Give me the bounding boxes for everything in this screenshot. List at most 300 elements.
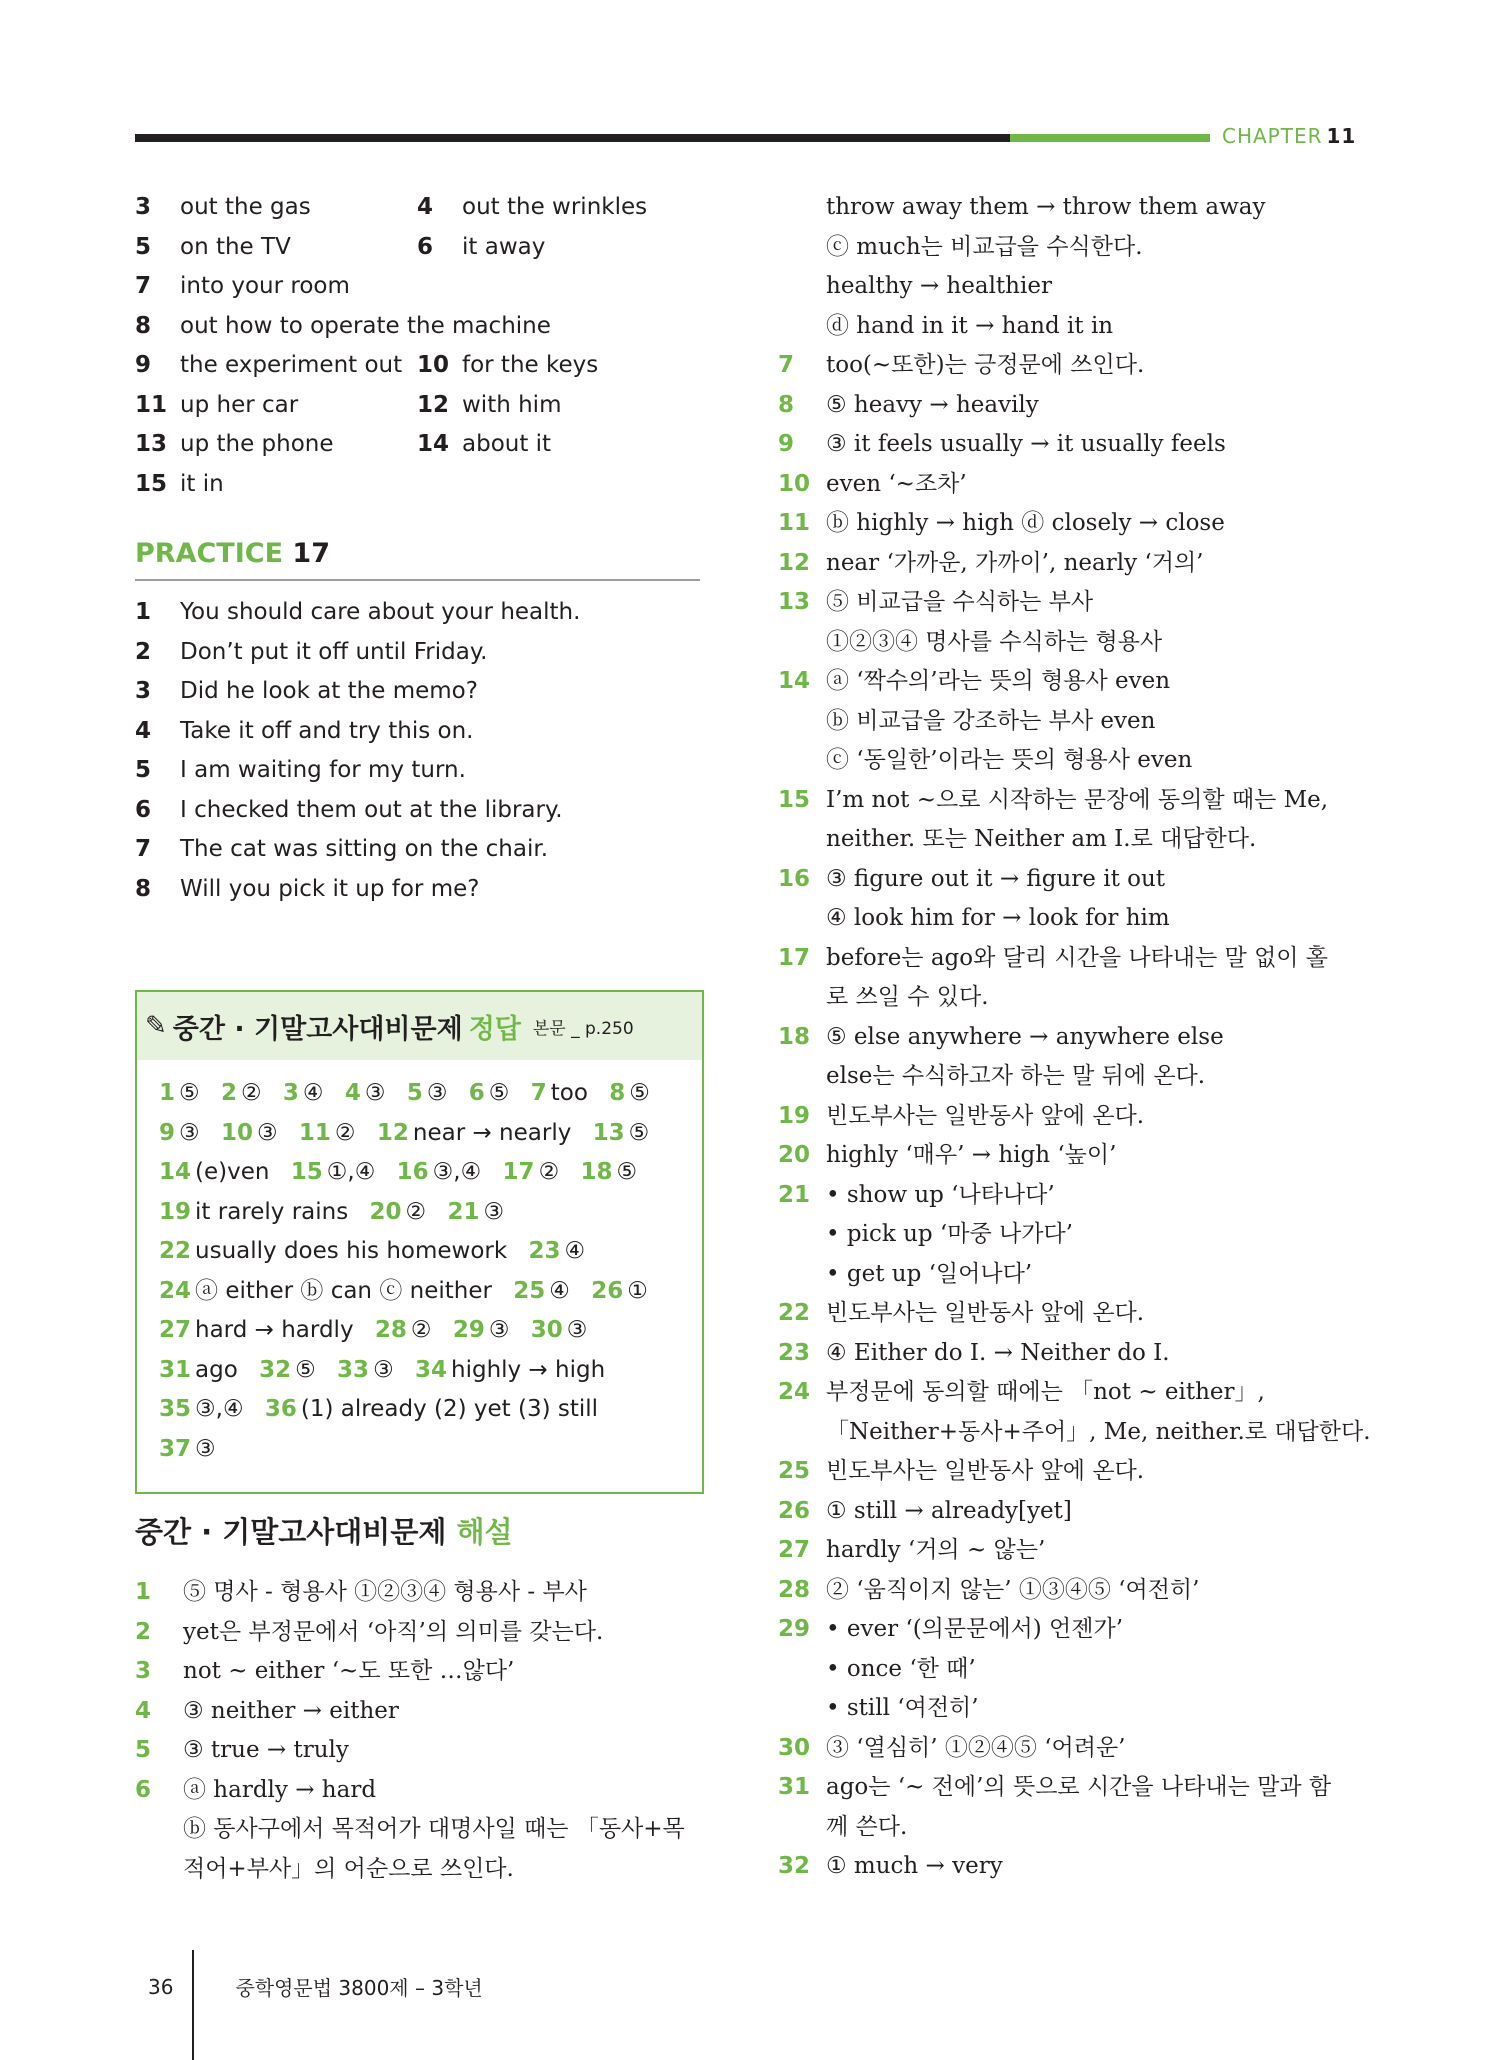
explanation-item: [778, 1257, 1348, 1297]
explanation-item: [135, 1852, 715, 1892]
answer-number: 12: [376, 1119, 409, 1146]
item-text: throw away them → throw them away: [826, 194, 1266, 220]
item-text: ③ it feels usually → it usually feels: [826, 431, 1226, 457]
explanation-item: [778, 1415, 1371, 1455]
answer-value: ③: [195, 1435, 216, 1462]
item-text: 께 쓴다.: [826, 1813, 908, 1840]
item-number: 9: [778, 431, 795, 457]
explanation-item: [778, 269, 1348, 309]
item-number: 4: [417, 194, 434, 220]
answer-value: ⑤: [488, 1080, 510, 1106]
item-number: 30: [778, 1734, 811, 1761]
answer-cell: [135, 230, 417, 264]
explanation-item: [778, 1849, 1348, 1889]
item-text: Take it off and try this on.: [180, 717, 474, 744]
explanation-item: [778, 1573, 1348, 1613]
answer: [407, 1080, 448, 1106]
item-text: 「Neither+동사+주어」, Me, neither.로 대답한다.: [826, 1418, 1371, 1445]
answer-row: [135, 309, 705, 349]
answer: [283, 1080, 324, 1106]
item-number: 1: [135, 1579, 152, 1605]
explanation-item: [778, 1770, 1348, 1810]
explanation-item: [778, 980, 1348, 1020]
item-number: 14: [778, 668, 811, 694]
answer: [581, 1159, 638, 1185]
explanation-item: [778, 1296, 1348, 1336]
explanation-item: [135, 1575, 715, 1615]
answer-number: 36: [264, 1396, 297, 1422]
answer-value: highly → high: [451, 1356, 606, 1383]
answer-number: 9: [159, 1119, 176, 1146]
answer: [221, 1080, 262, 1106]
answer-value: ②: [240, 1080, 262, 1106]
item-text: not ~ either ‘~도 또한 …않다’: [183, 1658, 515, 1684]
answer: [447, 1199, 504, 1225]
item-number: 11: [778, 510, 811, 536]
explanation-item: [778, 388, 1348, 428]
item-text: • get up ‘일어나다’: [826, 1260, 1033, 1287]
explanation-item: [778, 862, 1348, 902]
item-text: ①②③④ 명사를 수식하는 형용사: [826, 628, 1163, 655]
answer: [159, 1317, 354, 1343]
answer-number: 14: [159, 1159, 192, 1185]
item-number: 21: [778, 1181, 811, 1208]
item-text: Did he look at the memo?: [180, 678, 478, 704]
answer-value: ④: [564, 1238, 586, 1264]
explanation-item: [135, 1812, 715, 1852]
answer-row: [135, 190, 705, 230]
answer-number: 28: [374, 1317, 407, 1343]
answer-value: ②: [410, 1317, 432, 1343]
explanation-item: [778, 1533, 1348, 1573]
answer-number: 27: [159, 1317, 192, 1343]
chapter-label: CHAPTER 11: [1222, 124, 1357, 148]
answer-cell: [135, 427, 417, 461]
answer-value: ③: [488, 1317, 510, 1343]
answer: [397, 1159, 482, 1185]
answer: [159, 1159, 269, 1185]
answer-number: 6: [468, 1080, 485, 1106]
answer-value: ②: [405, 1198, 427, 1225]
item-text: even ‘~조차’: [826, 470, 967, 497]
item-number: 3: [135, 678, 152, 704]
item-text: ⓓ hand in it → hand it in: [826, 312, 1114, 339]
practice-item: [135, 753, 705, 793]
answer-value: ③: [256, 1119, 278, 1146]
item-text: Will you pick it up for me?: [180, 875, 480, 902]
explanation-item: [778, 1059, 1348, 1099]
answer-number: 34: [415, 1356, 448, 1383]
item-number: 31: [778, 1774, 811, 1800]
item-text: highly ‘매우’ → high ‘높이’: [826, 1142, 1117, 1168]
item-number: 18: [778, 1023, 811, 1050]
answer: [159, 1120, 200, 1146]
answer-value: ③: [364, 1080, 386, 1106]
answer-cell: [135, 348, 417, 382]
item-number: 2: [135, 1618, 152, 1645]
item-number: 25: [778, 1458, 811, 1484]
answer-number: 20: [369, 1198, 402, 1225]
item-number: 7: [778, 352, 795, 378]
answer-cell: [135, 388, 417, 422]
answer: [377, 1120, 571, 1146]
answer-row: [135, 388, 705, 428]
answer-row: [135, 230, 705, 270]
explanation-item: [778, 704, 1348, 744]
answer-box-header: [137, 992, 702, 1060]
practice-list: [135, 595, 705, 911]
item-number: 6: [135, 796, 152, 823]
explanation-item: [778, 190, 1348, 230]
answer: [159, 1080, 200, 1106]
answer-value: ④: [302, 1080, 324, 1106]
item-number: 20: [778, 1142, 811, 1168]
answer-number: 17: [502, 1159, 535, 1185]
item-number: 9: [135, 352, 152, 378]
item-number: 4: [135, 1697, 152, 1724]
item-text: ⓑ highly → high ⓓ closely → close: [826, 510, 1225, 536]
answer-box-title: 중간 · 기말고사대비문제: [172, 1013, 463, 1045]
answer-number: 13: [592, 1119, 625, 1146]
item-number: 12: [778, 549, 811, 576]
item-text: about it: [462, 431, 552, 457]
practice-item: [135, 872, 705, 912]
answer: [593, 1120, 650, 1146]
item-text: up the phone: [180, 431, 334, 457]
answer-number: 37: [159, 1435, 192, 1462]
item-number: 19: [778, 1102, 811, 1129]
explanation-left: [135, 1575, 715, 1891]
answer-value: ⑤: [295, 1356, 316, 1383]
answer: [591, 1278, 648, 1304]
answer-number: 23: [528, 1238, 561, 1264]
explanation-item: [778, 1494, 1348, 1534]
answer-number: 1: [159, 1080, 176, 1106]
item-number: 7: [135, 836, 152, 862]
item-text: out the wrinkles: [462, 194, 648, 220]
item-text: it in: [180, 470, 224, 497]
item-number: 5: [135, 757, 152, 783]
item-number: 32: [778, 1853, 811, 1879]
item-text: Don’t put it off until Friday.: [180, 638, 488, 665]
answer-value: ③: [566, 1317, 588, 1343]
answer-number: 18: [580, 1159, 613, 1185]
item-text: it away: [462, 233, 546, 260]
item-text: ⓐ hardly → hard: [183, 1776, 377, 1803]
item-text: hardly ‘거의 ~ 않는’: [826, 1537, 1046, 1563]
explanation-item: [778, 783, 1348, 823]
answer: [159, 1436, 216, 1462]
answer-number: 5: [406, 1080, 423, 1106]
item-text: the experiment out: [180, 352, 403, 378]
explanation-item: [778, 546, 1348, 586]
answer: [609, 1080, 650, 1106]
answer: [159, 1278, 492, 1304]
explanation-item: [778, 1652, 1348, 1692]
item-number: 8: [135, 875, 152, 902]
page-number: 36: [148, 1974, 174, 1999]
footer-divider: [192, 1950, 194, 2060]
item-text: ⓒ ‘동일한’이라는 뜻의 형용사 even: [826, 747, 1193, 773]
practice-item: [135, 714, 705, 754]
item-text: 빈도부사는 일반동사 앞에 온다.: [826, 1458, 1145, 1484]
item-text: 빈도부사는 일반동사 앞에 온다.: [826, 1300, 1145, 1326]
item-text: ④ look him for → look for him: [826, 905, 1170, 931]
item-number: 22: [778, 1300, 811, 1326]
item-text: out the gas: [180, 194, 311, 220]
item-text: else는 수식하고자 하는 말 뒤에 온다.: [826, 1063, 1206, 1089]
item-text: for the keys: [462, 352, 599, 378]
item-number: 14: [417, 431, 450, 457]
item-text: healthy → healthier: [826, 273, 1052, 299]
practice-item: [135, 595, 705, 635]
explanation-item: [135, 1615, 715, 1655]
explanation-item: [778, 625, 1348, 665]
explanation-item: [778, 427, 1348, 467]
explanation-item: [778, 1612, 1348, 1652]
answer-cell: [417, 388, 699, 422]
answer-value: ③,④: [432, 1159, 482, 1185]
explanation-item: [778, 585, 1348, 625]
item-number: 11: [135, 391, 168, 418]
item-text: ⓑ 동사구에서 목적어가 대명사일 때는 「동사+목: [183, 1816, 685, 1842]
answer-value: usually does his homework: [195, 1238, 508, 1264]
explanation-item: [778, 941, 1348, 981]
page-reference: 본문 _ p.250: [532, 1018, 634, 1039]
answer-number: 3: [282, 1080, 299, 1106]
answer-cell: [135, 190, 417, 224]
item-number: 7: [135, 273, 152, 299]
item-text: ③ figure out it → figure it out: [826, 865, 1166, 892]
item-text: 적어+부사」의 어순으로 쓰인다.: [183, 1855, 514, 1882]
item-number: 6: [135, 1776, 152, 1803]
item-text: • show up ‘나타나다’: [826, 1181, 1055, 1208]
answer-number: 15: [290, 1159, 323, 1185]
explanation-right: [778, 190, 1371, 1889]
answer: [345, 1080, 386, 1106]
explanation-item: [778, 467, 1348, 507]
explanation-item: [135, 1694, 715, 1734]
practice-item: [135, 832, 705, 872]
item-text: • still ‘여전히’: [826, 1695, 979, 1721]
item-text: too(~또한)는 긍정문에 쓰인다.: [826, 352, 1145, 378]
explanation-item: [778, 348, 1348, 388]
item-text: ago는 ‘~ 전에’의 뜻으로 시간을 나타내는 말과 함: [826, 1774, 1332, 1800]
answer-number: 8: [609, 1080, 626, 1106]
item-text: ② ‘움직이지 않는’ ①③④⑤ ‘여전히’: [826, 1576, 1200, 1603]
explanation-item: [778, 1178, 1348, 1218]
item-text: neither. 또는 Neither am I.로 대답한다.: [826, 826, 1257, 852]
item-number: 28: [778, 1576, 811, 1603]
item-number: 23: [778, 1339, 811, 1366]
item-number: 26: [778, 1497, 811, 1524]
explanation-item: [135, 1654, 715, 1694]
answer-value: ⑤: [629, 1080, 650, 1106]
answer-number: 22: [159, 1238, 192, 1264]
answer-number: 29: [452, 1317, 485, 1343]
answer: [159, 1238, 507, 1264]
explanation-item: [778, 1099, 1348, 1139]
item-number: 10: [778, 470, 811, 497]
item-number: 5: [135, 1737, 152, 1763]
explanation-title: 중간 · 기말고사대비문제 해설: [135, 1515, 513, 1549]
item-text: out how to operate the machine: [180, 312, 551, 339]
explanation-item: [778, 743, 1348, 783]
answer-box: [135, 990, 704, 1494]
item-number: 3: [135, 1658, 152, 1684]
item-number: 3: [135, 194, 152, 220]
item-text: The cat was sitting on the chair.: [180, 836, 549, 862]
item-number: 6: [417, 233, 434, 260]
answer-row: [135, 348, 705, 388]
answer-value: ③: [373, 1356, 394, 1383]
answer-value: ago: [195, 1356, 238, 1383]
answer: [159, 1199, 348, 1225]
explanation-item: [778, 901, 1348, 941]
answer-value: ③: [179, 1119, 200, 1146]
item-text: with him: [462, 391, 562, 418]
item-number: 5: [135, 233, 152, 260]
explanation-item: [778, 664, 1348, 704]
item-text: near ‘가까운, 가까이’, nearly ‘거의’: [826, 549, 1204, 576]
answer: [529, 1238, 586, 1264]
item-number: 15: [135, 470, 168, 497]
answer: [469, 1080, 510, 1106]
answer: [503, 1159, 560, 1185]
answer: [453, 1317, 510, 1343]
explanation-item: [778, 1217, 1348, 1257]
explanation-item: [778, 230, 1348, 270]
item-text: I checked them out at the library.: [180, 796, 563, 823]
answer-number: 10: [220, 1119, 253, 1146]
item-text: up her car: [180, 391, 299, 418]
item-text: ① still → already[yet]: [826, 1497, 1072, 1524]
item-text: ③ ‘열심히’ ①②④⑤ ‘어려운’: [826, 1734, 1126, 1761]
explanation-item: [778, 1454, 1348, 1494]
practice-item: [135, 635, 705, 675]
item-text: ① much → very: [826, 1853, 1003, 1879]
answer-value: ④: [549, 1277, 570, 1304]
answer-value: hard → hardly: [195, 1317, 354, 1343]
answer-value: ②: [538, 1159, 560, 1185]
answer: [299, 1120, 356, 1146]
answer: [415, 1357, 605, 1383]
explanation-item: [778, 1020, 1348, 1060]
answer-row: [135, 427, 705, 467]
item-number: 27: [778, 1537, 811, 1563]
answer: [531, 1317, 588, 1343]
explanation-item: [778, 1138, 1348, 1178]
answer-cell: [417, 230, 699, 264]
left-column: [135, 190, 705, 911]
item-text: ⑤ heavy → heavily: [826, 391, 1039, 418]
answer-cell: [417, 190, 699, 224]
answer-number: 21: [447, 1198, 480, 1225]
item-number: 24: [778, 1379, 811, 1405]
answer-value: ⑤: [179, 1080, 200, 1106]
item-text: You should care about your health.: [180, 599, 581, 625]
footer: [148, 1972, 483, 2001]
answer-value: it rarely rains: [195, 1198, 349, 1225]
answer-value: (1) already (2) yet (3) still: [300, 1396, 599, 1422]
practice-title: PRACTICE 17: [135, 538, 700, 581]
item-text: into your room: [180, 273, 350, 299]
answer-number: 26: [591, 1277, 624, 1304]
answer-number: 24: [159, 1277, 192, 1304]
answer: [265, 1396, 598, 1422]
explanation-item: [778, 1731, 1348, 1771]
answer-row: [135, 269, 705, 309]
item-number: 29: [778, 1616, 811, 1642]
answer-box-title-accent: 정답: [468, 1013, 521, 1045]
explanation-item: [778, 1375, 1348, 1415]
item-text: ③ true → truly: [183, 1737, 349, 1763]
item-text: ⓑ 비교급을 강조하는 부사 even: [826, 707, 1156, 734]
answer-number: 11: [298, 1119, 331, 1146]
answer-cell: [417, 348, 699, 382]
explanation-item: [778, 309, 1348, 349]
pencil-icon: ✎: [145, 1011, 167, 1041]
answer: [531, 1080, 588, 1106]
answer-number: 2: [220, 1080, 237, 1106]
answer-number: 16: [396, 1159, 429, 1185]
item-number: 4: [135, 717, 152, 744]
explanation-item: [778, 1336, 1348, 1376]
item-text: ④ Either do I. → Neither do I.: [826, 1339, 1170, 1366]
item-text: • ever ‘(의문문에서) 언젠가’: [826, 1616, 1124, 1642]
item-number: 10: [417, 352, 450, 378]
item-number: 12: [417, 391, 450, 418]
answer-number: 25: [513, 1277, 546, 1304]
item-text: 빈도부사는 일반동사 앞에 온다.: [826, 1102, 1145, 1129]
item-text: on the TV: [180, 233, 291, 260]
answer-value: ⓐ either ⓑ can ⓒ neither: [195, 1277, 492, 1304]
answer-value: ①: [627, 1277, 648, 1304]
top-rule-accent: [1010, 134, 1210, 142]
answer: [375, 1317, 432, 1343]
answer-value: ③: [483, 1198, 505, 1225]
answer-number: 30: [530, 1317, 563, 1343]
item-text: ③ neither → either: [183, 1697, 399, 1724]
answer-value: ③,④: [195, 1396, 244, 1422]
item-number: 8: [778, 391, 795, 418]
item-text: before는 ago와 달리 시간을 나타내는 말 없이 홀: [826, 944, 1329, 971]
explanation-item: [778, 822, 1348, 862]
answer-value: ①,④: [326, 1159, 376, 1185]
explanation-item: [778, 506, 1348, 546]
answer-value: too: [550, 1080, 588, 1106]
item-text: ⓒ much는 비교급을 수식한다.: [826, 233, 1143, 260]
answer: [513, 1278, 570, 1304]
answer-list: [137, 1060, 702, 1483]
answer: [337, 1357, 394, 1383]
answer: [159, 1396, 244, 1422]
item-number: 17: [778, 944, 811, 971]
answer: [221, 1120, 278, 1146]
item-text: • once ‘한 때’: [826, 1655, 976, 1682]
item-text: ⓐ ‘짝수의’라는 뜻의 형용사 even: [826, 668, 1171, 694]
answer-number: 35: [159, 1396, 192, 1422]
answer: [259, 1357, 316, 1383]
answer-number: 19: [159, 1198, 192, 1225]
item-number: 15: [778, 786, 811, 813]
item-text: I am waiting for my turn.: [180, 757, 466, 783]
answer-row: [135, 467, 705, 507]
item-number: 13: [778, 589, 811, 615]
item-text: ⑤ 비교급을 수식하는 부사: [826, 589, 1094, 615]
item-number: 1: [135, 599, 152, 625]
answer-number: 33: [337, 1356, 370, 1383]
